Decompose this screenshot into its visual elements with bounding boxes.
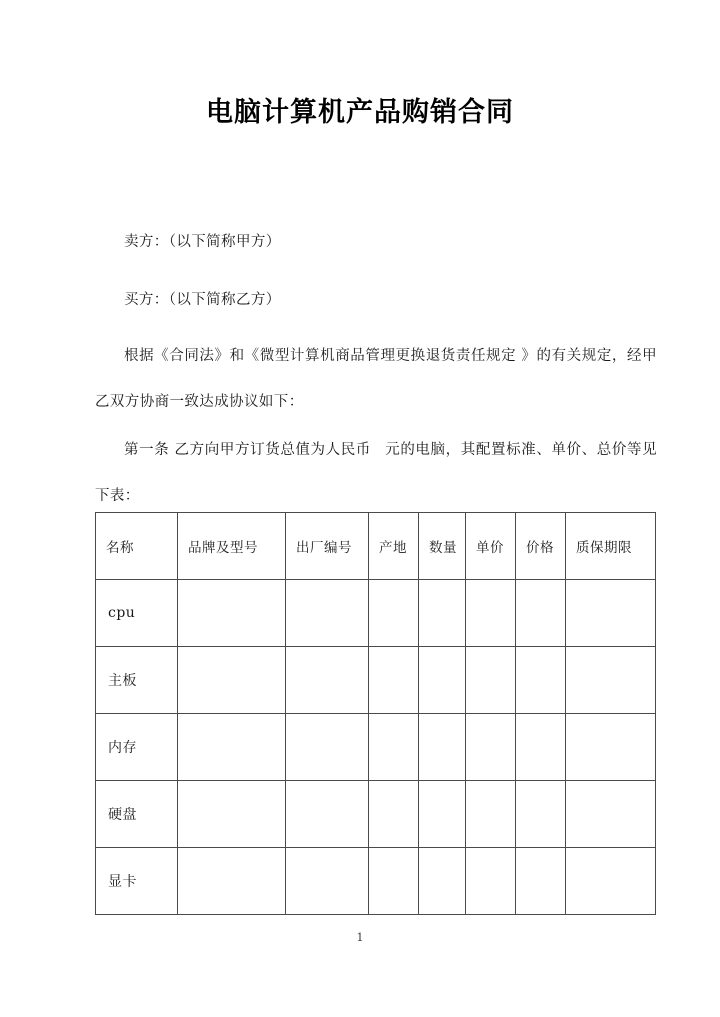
buyer-line: 买方：（以下简称乙方） — [124, 292, 281, 308]
table-row — [96, 781, 656, 848]
seller-line: 卖方：（以下简称甲方） — [124, 234, 281, 250]
cell-price[interactable] — [516, 714, 566, 781]
cell-quantity[interactable] — [419, 714, 466, 781]
cell-unit-price[interactable] — [466, 848, 516, 915]
cell-warranty[interactable] — [566, 647, 656, 714]
cell-name[interactable]: 内存 — [96, 714, 178, 781]
cell-warranty[interactable] — [566, 714, 656, 781]
cell-quantity[interactable] — [419, 647, 466, 714]
cell-origin[interactable] — [369, 848, 419, 915]
column-header-origin: 产地 — [369, 513, 419, 580]
clause-one-paragraph — [95, 427, 657, 519]
column-header-unit-price: 单价 — [466, 513, 516, 580]
cell-brand[interactable] — [178, 848, 286, 915]
column-header-warranty: 质保期限 — [566, 513, 656, 580]
cell-name[interactable]: 主板 — [96, 647, 178, 714]
cell-origin[interactable] — [369, 781, 419, 848]
cell-unit-price[interactable] — [466, 647, 516, 714]
cell-serial[interactable] — [286, 714, 369, 781]
table-row — [96, 580, 656, 647]
table-header-row — [96, 513, 656, 580]
table-row — [96, 647, 656, 714]
cell-quantity[interactable] — [419, 848, 466, 915]
clause-one-text-after-blank: 元的电脑，其配置标准、单价、总价等见下表： — [95, 442, 657, 504]
cell-price[interactable] — [516, 647, 566, 714]
column-header-quantity: 数量 — [419, 513, 466, 580]
page-title: 电脑计算机产品购销合同 — [206, 97, 514, 128]
cell-price[interactable] — [516, 781, 566, 848]
cell-warranty[interactable] — [566, 781, 656, 848]
cell-unit-price[interactable] — [466, 781, 516, 848]
cell-serial[interactable] — [286, 580, 369, 647]
cell-quantity[interactable] — [419, 781, 466, 848]
cell-quantity[interactable] — [419, 580, 466, 647]
cell-unit-price[interactable] — [466, 580, 516, 647]
cell-warranty[interactable] — [566, 580, 656, 647]
page-number: 1 — [356, 931, 364, 944]
cell-origin[interactable] — [369, 647, 419, 714]
cell-name[interactable]: 硬盘 — [96, 781, 178, 848]
cell-origin[interactable] — [369, 714, 419, 781]
cell-serial[interactable] — [286, 848, 369, 915]
cell-brand[interactable] — [178, 647, 286, 714]
column-header-name: 名称 — [96, 513, 178, 580]
cell-brand[interactable] — [178, 580, 286, 647]
legal-basis-paragraph: 根据《合同法》和《微型计算机商品管理更换退货责任规定 》的有关规定，经甲乙双方协商一致达成协议如下： — [95, 348, 657, 410]
cell-price[interactable] — [516, 848, 566, 915]
column-header-serial: 出厂编号 — [286, 513, 369, 580]
cell-name[interactable]: 显卡 — [96, 848, 178, 915]
cell-origin[interactable] — [369, 580, 419, 647]
cell-name[interactable]: cpu — [96, 580, 178, 647]
specification-table — [95, 512, 656, 915]
cell-unit-price[interactable] — [466, 714, 516, 781]
table-row — [96, 848, 656, 915]
cell-price[interactable] — [516, 580, 566, 647]
cell-brand[interactable] — [178, 781, 286, 848]
cell-warranty[interactable] — [566, 848, 656, 915]
cell-brand[interactable] — [178, 714, 286, 781]
cell-serial[interactable] — [286, 647, 369, 714]
table-row — [96, 714, 656, 781]
cell-serial[interactable] — [286, 781, 369, 848]
clause-one-text-before-blank: 第一条 乙方向甲方订货总值为人民币 — [124, 442, 371, 458]
column-header-price: 价格 — [516, 513, 566, 580]
column-header-brand: 品牌及型号 — [178, 513, 286, 580]
